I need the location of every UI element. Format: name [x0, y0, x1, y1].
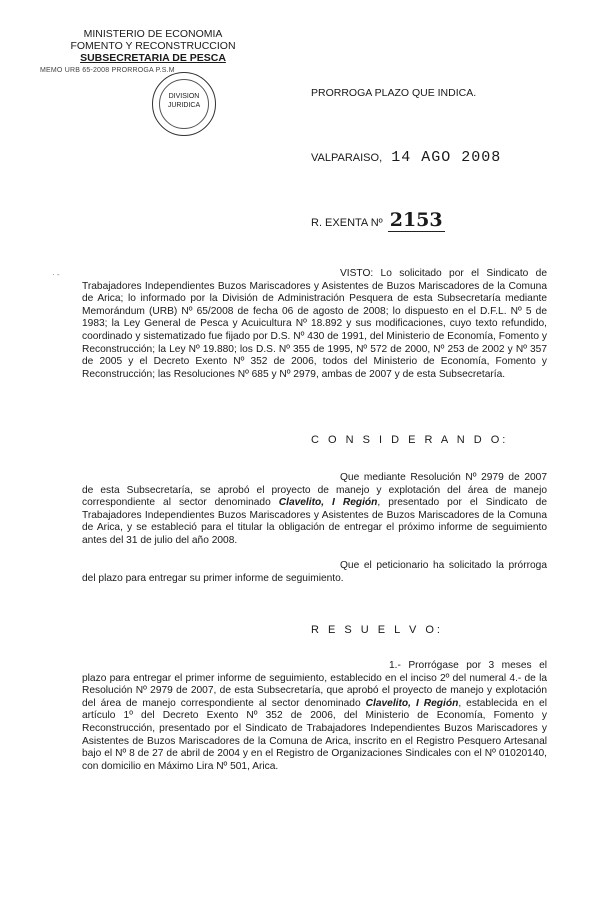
division-juridica-stamp	[152, 72, 216, 136]
resuelvo-heading: R E S U E L V O:	[311, 624, 443, 636]
p1-text-a: Que mediante Resolución Nº 2979 de 2007 de esta Subsecretaría, se aprobó el proyecto de manejo y explotación del área de manejo correspondiente al sector denominado	[82, 472, 547, 509]
considerando-paragraph-1	[82, 472, 547, 548]
ministry-name: MINISTERIO DE ECONOMIA	[83, 28, 223, 40]
resolution-label: R. EXENTA Nº	[311, 217, 383, 229]
p3-text-b: , establecida en el artículo 1º del Decreto Exento Nº 352 de 2006, del Ministerio de Economía, Fomento y Reconstrucción, presentado por el Sindicato de Trabajadores Independientes Buzos Mariscadores y Asistentes de Buzos Mariscadores de la Comuna de Arica, inscrito en el Registro Pesquero Artesanal bajo el Nº 8 de 27 de abril de 2004 y en el Registro de Organizaciones Sindicales con el Nº 01020140, con domicilio en Máximo Lira Nº 501, Arica.	[82, 697, 547, 772]
ministry-subname: FOMENTO Y RECONSTRUCCION	[70, 40, 236, 52]
stamp-text-line1: DIVISION	[168, 93, 200, 100]
considerando-heading: C O N S I D E R A N D O:	[311, 434, 509, 446]
p3-sector-name: Clavelito, I Región	[365, 697, 459, 709]
p1-text-b: , presentado por el Sindicato de Trabajadores Independientes Buzos Mariscadores y Asistentes de Buzos Mariscadores de la Comuna de Arica, y se estableció para el titular la obligación de entregar el próximo informe de seguimiento antes del 31 de julio del año 2008.	[82, 497, 547, 546]
p3-text-a: 1.- Prorrógase por 3 meses el plazo para entregar el primer informe de seguimiento, establecido en el inciso 2º del numeral 4.- de la Resolución Nº 2979 de 2007, de esta Subsecretaría, que aprobó el proyecto de manejo y explotación del área de manejo correspondiente al sector denominado	[82, 660, 547, 709]
margin-mark: · -	[52, 270, 60, 279]
considerando-paragraph-2: Que el peticionario ha solicitado la prórroga del plazo para entregar su primer informe de seguimiento.	[82, 560, 547, 584]
date-stamp: 14 AGO 2008	[391, 149, 502, 166]
resuelvo-paragraph-1	[82, 660, 547, 773]
memo-reference: MEMO URB 65-2008 PRORROGA P.S.M	[40, 67, 175, 74]
document-title: PRORROGA PLAZO QUE INDICA.	[311, 87, 477, 99]
date-place: VALPARAISO,	[311, 152, 383, 164]
stamp-text-line2: JURIDICA	[167, 102, 201, 109]
subsecretaria-name: SUBSECRETARIA DE PESCA	[80, 52, 226, 64]
resolution-number: 2153	[389, 209, 443, 231]
resolution-number-line	[311, 209, 445, 231]
visto-paragraph: VISTO: Lo solicitado por el Sindicato de Trabajadores Independientes Buzos Mariscadores y Asistentes de Buzos Mariscadores de la Comuna de Arica; lo informado por la División de Administración Pesquera de esta Subsecretaría mediante Memorándum (URB) Nº 65/2008 de fecha 06 de agosto de 2008; lo dispuesto en el D.F.L. Nº 5 de 1983; la Ley General de Pesca y Acuicultura Nº 18.892 y sus modificaciones, cuyo texto refundido, coordinado y sistematizado fue fijado por D.S. Nº 430 de 1991, del Ministerio de Economía, Fomento y Reconstrucción; la Ley Nº 19.880; los D.S. Nº 355 de 1995, Nº 572 de 2000, Nº 253 de 2002 y Nº 357 de 2005 y el Decreto Exento Nº 352 de 2006, todos del Ministerio de Economía, Fomento y Reconstrucción; las Resoluciones Nº 685 y Nº 2979, ambas de 2007 y de esta Subsecretaría.	[82, 268, 547, 380]
date-line	[311, 149, 501, 166]
ministry-header	[58, 28, 248, 64]
p1-sector-name: Clavelito, I Región	[278, 497, 378, 509]
